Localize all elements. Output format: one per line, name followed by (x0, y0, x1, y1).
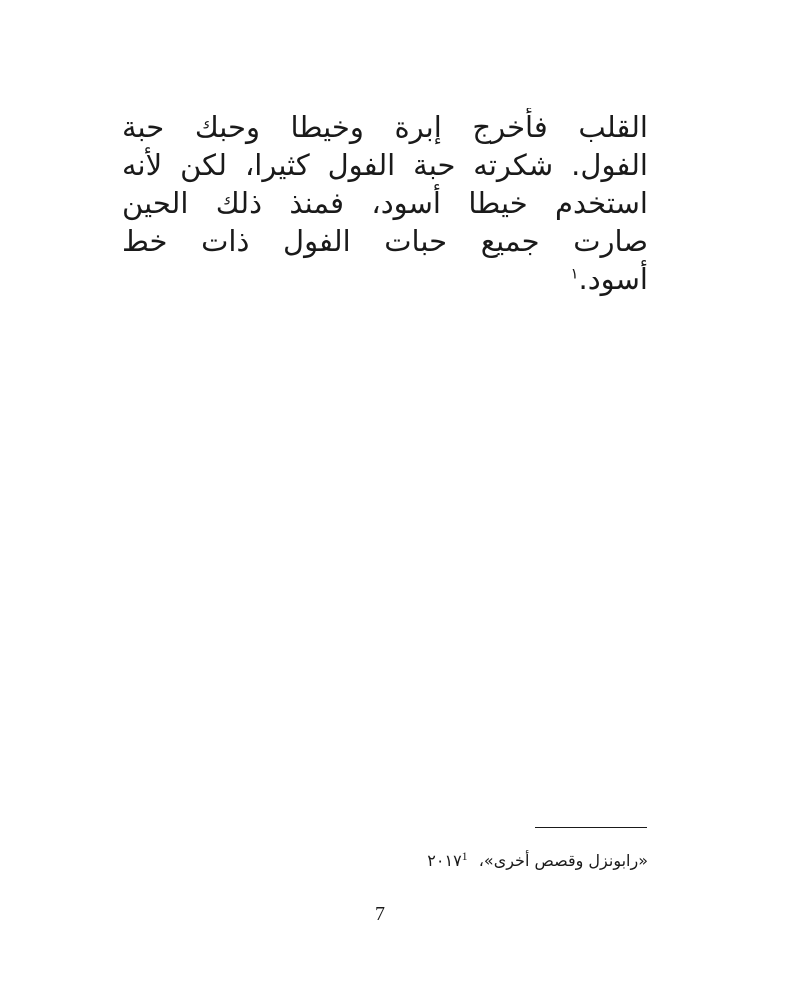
body-line: القلب فأخرج إبرة وخيطا وحبك حبة (122, 110, 648, 144)
body-line-text: أسود. (578, 262, 648, 296)
body-line-last (122, 260, 648, 298)
body-line: استخدم خيطا أسود، فمنذ ذلك الحين (122, 186, 648, 220)
body-line: الفول. شكرته حبة الفول كثيرا، لكن لأنه (122, 148, 648, 182)
body-line: صارت جميع حبات الفول ذات خط (122, 224, 648, 258)
page-number: 7 (375, 903, 385, 925)
footnote-number: 1 (461, 848, 468, 863)
body-text (122, 108, 648, 298)
footnote (300, 850, 648, 872)
footnote-marker: ١ (570, 264, 579, 283)
footnote-text: «رابونزل وقصص أخرى»، ٢٠١٧ (427, 851, 648, 870)
footnote-separator (535, 827, 647, 828)
